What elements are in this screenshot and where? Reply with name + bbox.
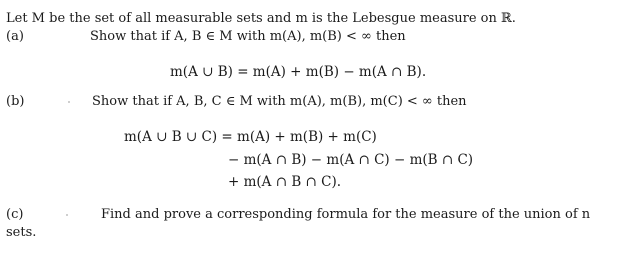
part-b-equation-line-1: m(A ∪ B ∪ C) = m(A) + m(B) + m(C) xyxy=(124,129,377,145)
part-a-label: (a) xyxy=(6,29,24,44)
part-a-prompt: Show that if A, B ∈ M with m(A), m(B) < ∞ then xyxy=(90,29,406,44)
part-a-equation: m(A ∪ B) = m(A) + m(B) − m(A ∩ B). xyxy=(170,64,427,80)
part-c-label: (c) xyxy=(6,207,24,222)
part-c-prompt: Find and prove a corresponding formula for the measure of the union of n xyxy=(101,207,591,222)
scan-artifact-dot xyxy=(66,214,68,216)
part-b-equation-line-3: + m(A ∩ B ∩ C). xyxy=(228,174,342,190)
part-b-label: (b) xyxy=(6,94,25,109)
intro-text: Let M be the set of all measurable sets and m is the Lebesgue measure on ℝ. xyxy=(6,11,516,26)
part-c-continuation: sets. xyxy=(6,225,37,240)
part-b-equation-line-2: − m(A ∩ B) − m(A ∩ C) − m(B ∩ C) xyxy=(228,152,474,168)
part-b-prompt: Show that if A, B, C ∈ M with m(A), m(B), m(C) < ∞ then xyxy=(92,94,467,109)
scan-artifact-dot xyxy=(68,101,70,103)
